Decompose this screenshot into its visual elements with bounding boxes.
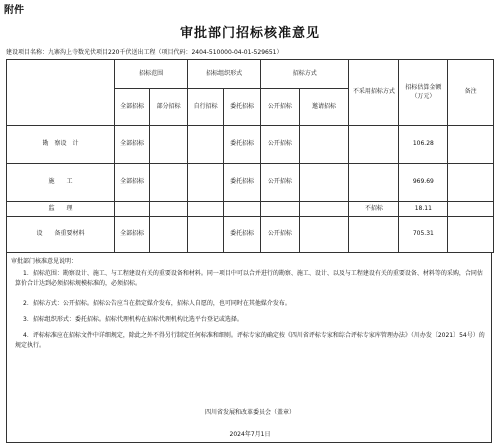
table-row [7, 217, 494, 253]
header-scope: 招标范围 [115, 60, 188, 89]
signer: 四川省发展和改革委员会（盖章） [204, 409, 295, 416]
header-amount: 招标估算金额（万元） [399, 60, 448, 126]
header-entrust: 委托招标 [224, 89, 261, 126]
cell-open: 公开招标 [261, 164, 299, 202]
approval-notes [6, 252, 492, 443]
cell-amount: 18.11 [399, 202, 448, 217]
cell-open: 公开招标 [261, 126, 299, 164]
row-name: 设 备重要材料 [7, 217, 115, 253]
cell-entrust: 委托招标 [224, 126, 261, 164]
project-name-line: 建设项目名称：九寨沟上寺数光伏项目220千伏送出工程（项目代码：2404-510000-04-01-529651） [6, 49, 283, 56]
note-method: 2．招标方式：公开招标。招标公告应当在指定媒介发布，招标人自愿的，也可同时在其他媒介发布。 [23, 300, 291, 307]
row-name: 施 工 [7, 164, 115, 202]
header-open: 公开招标 [261, 89, 299, 126]
cell-amount: 705.31 [399, 217, 448, 253]
header-part: 部分招标 [150, 89, 188, 126]
note-evaluation: 4．评标标准应在招标文件中详细规定，除此之外不得另行制定任何标准和细则。评标专家的确定按《四川省评标专家和综合评标专家库管理办法》（川办发〔2021〕54号）的规定执行。 [15, 332, 485, 349]
page-title: 审批部门招标核准意见 [179, 26, 320, 41]
header-full: 全部招标 [115, 89, 150, 126]
header-invite: 邀请招标 [299, 89, 349, 126]
header-not-use: 不采用招标方式 [349, 60, 399, 126]
cell-open: 公开招标 [261, 217, 299, 253]
row-name: 监 理 [7, 202, 115, 217]
header-org-form: 招标组织形式 [188, 60, 261, 89]
row-name: 勘 察设 计 [7, 126, 115, 164]
cell-entrust: 委托招标 [224, 164, 261, 202]
cell-full: 全部招标 [115, 217, 150, 253]
cell-amount: 106.28 [399, 126, 448, 164]
notes-heading: 审批部门核准意见说明： [11, 258, 78, 265]
cell-amount: 969.69 [399, 164, 448, 202]
sign-date: 2024年7月1日 [229, 431, 271, 438]
approval-table [6, 59, 494, 253]
cell-not-use [349, 164, 399, 202]
table-row [7, 202, 494, 217]
note-scope: 1．招标范围：勘察设计、施工、与工程建设有关的重要设备和材料。同一项目中可以合并进行的勘察、施工、设计、以及与工程建设有关的重要设备、材料等的采购，合同估算价合计达到必须招标规模标准的，必须招标。 [15, 270, 483, 287]
header-blank [7, 60, 115, 126]
cell-full: 全部招标 [115, 164, 150, 202]
cell-entrust: 委托招标 [224, 217, 261, 253]
table-row [7, 164, 494, 202]
header-remark: 备注 [448, 60, 494, 126]
cell-not-use [349, 217, 399, 253]
header-self: 自行招标 [188, 89, 224, 126]
cell-full: 全部招标 [115, 126, 150, 164]
header-method: 招标方式 [261, 60, 349, 89]
note-org-form: 3．招标组织形式：委托招标。招标代理机构在招标代理机构比选平台登记或选择。 [23, 316, 243, 323]
table-row [7, 126, 494, 164]
cell-not-use [349, 126, 399, 164]
attachment-label: 附件 [4, 5, 24, 16]
cell-not-use: 不招标 [349, 202, 399, 217]
